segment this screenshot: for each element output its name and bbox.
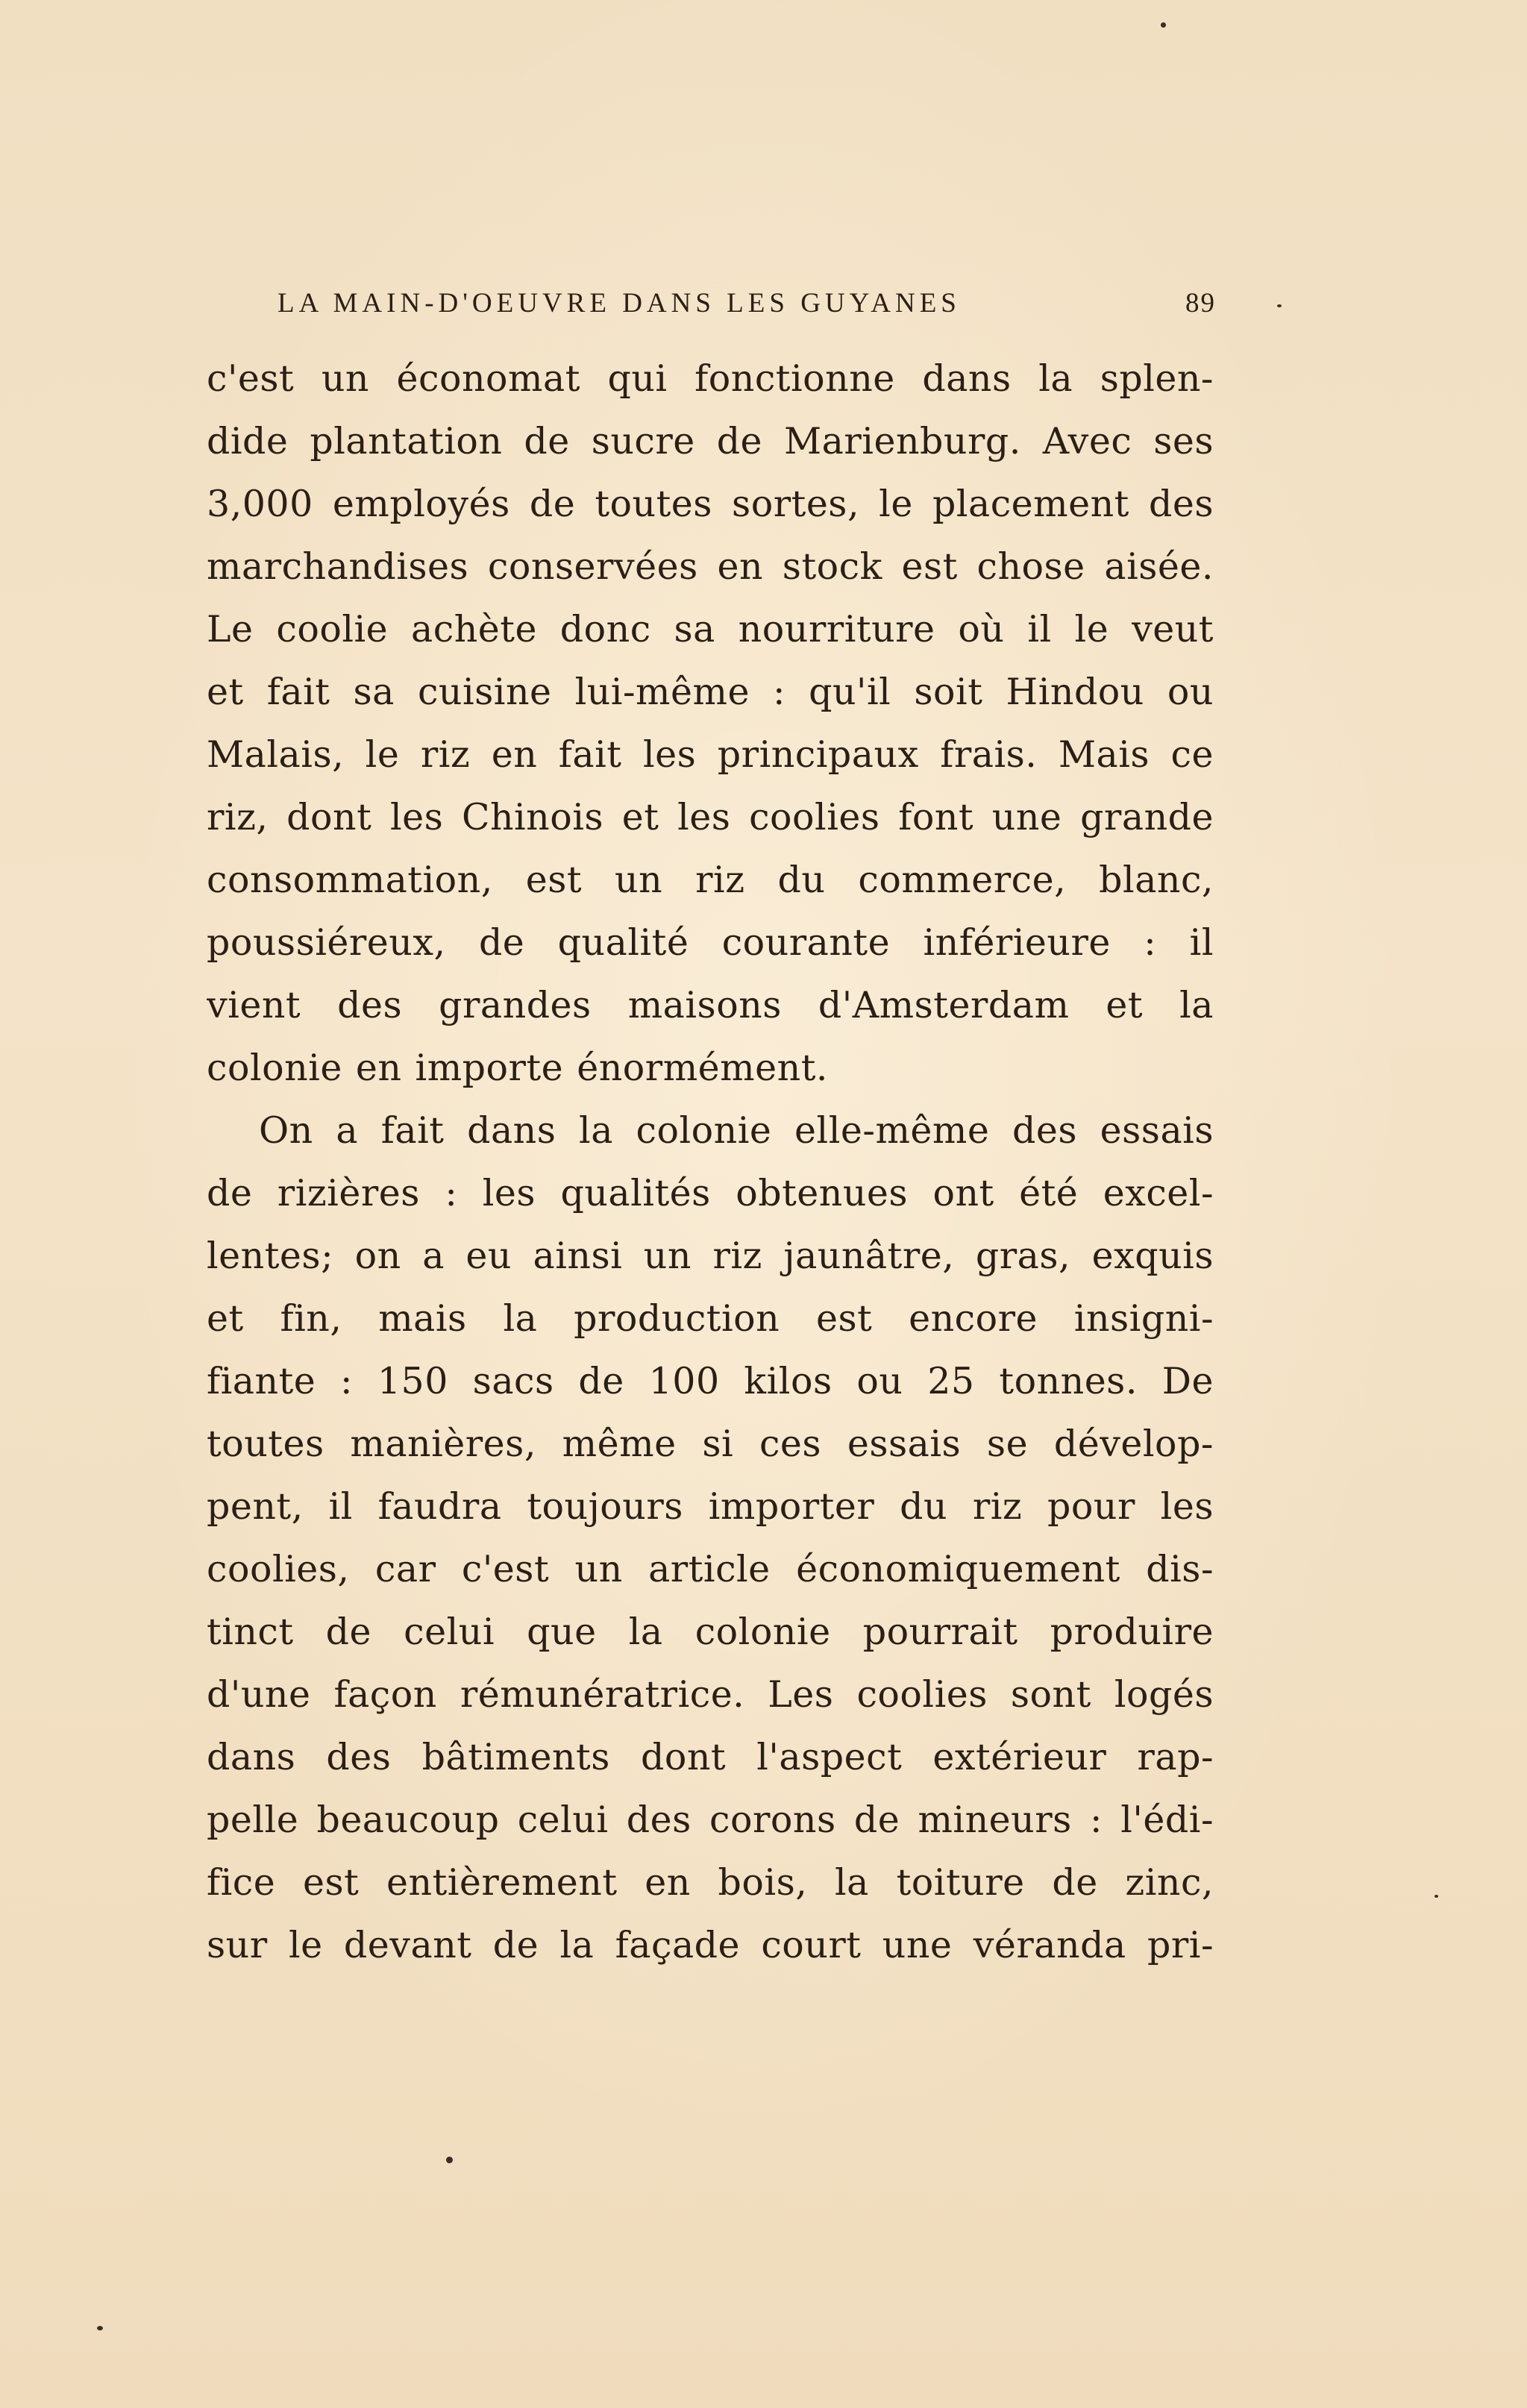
text-line: pelle beaucoup celui des corons de mineurs : l'édi- (207, 1799, 1214, 1841)
text-line: dans des bâtiments dont l'aspect extérieur rap- (207, 1736, 1214, 1778)
text-line: c'est un économat qui fonctionne dans la splen- (207, 357, 1214, 400)
body-text (207, 348, 1214, 1977)
text-line: et fin, mais la production est encore insigni- (207, 1297, 1214, 1340)
text-line: fiante : 150 sacs de 100 kilos ou 25 tonnes. De (207, 1360, 1214, 1402)
text-line: consommation, est un riz du commerce, blanc, (207, 859, 1214, 901)
text-line: riz, dont les Chinois et les coolies font une grande (207, 796, 1214, 838)
paper-speck (97, 2326, 103, 2330)
paper-speck (1161, 22, 1166, 28)
text-line: lentes; on a eu ainsi un riz jaunâtre, gras, exquis (207, 1235, 1214, 1277)
text-line: dide plantation de sucre de Marienburg. Avec ses (207, 420, 1214, 463)
running-head (278, 287, 1216, 324)
text-line: 3,000 employés de toutes sortes, le placement des (207, 483, 1214, 525)
page-number: 89 (1185, 288, 1216, 319)
running-head-title: LA MAIN-D'OEUVRE DANS LES GUYANES (278, 288, 961, 319)
text-line: vient des grandes maisons d'Amsterdam et la (207, 984, 1214, 1026)
text-line: coolies, car c'est un article économiquement dis- (207, 1548, 1214, 1590)
text-line: poussiéreux, de qualité courante inférieure : il (207, 921, 1214, 964)
text-line: fice est entièrement en bois, la toiture de zinc, (207, 1861, 1214, 1904)
text-line: d'une façon rémunératrice. Les coolies sont logés (207, 1673, 1214, 1716)
text-line: Malais, le riz en fait les principaux frais. Mais ce (207, 733, 1214, 776)
paper-speck (1277, 304, 1282, 307)
text-line: et fait sa cuisine lui-même : qu'il soit Hindou ou (207, 671, 1214, 713)
text-line: pent, il faudra toujours importer du riz pour les (207, 1485, 1214, 1528)
text-line: Le coolie achète donc sa nourriture où il le veut (207, 608, 1214, 650)
paragraph-start-line: On a fait dans la colonie elle-même des essais (259, 1109, 1214, 1152)
text-line: tinct de celui que la colonie pourrait produire (207, 1611, 1214, 1653)
text-line: colonie en importe énormément. (207, 1047, 828, 1089)
text-line: de rizières : les qualités obtenues ont été excel- (207, 1172, 1214, 1214)
text-line: sur le devant de la façade court une véranda pri- (207, 1924, 1214, 1966)
text-line: marchandises conservées en stock est chose aisée. (207, 545, 1214, 588)
text-line: toutes manières, même si ces essais se dévelop- (207, 1423, 1214, 1465)
paper-speck (1434, 1895, 1438, 1898)
paper-speck (446, 2157, 453, 2163)
